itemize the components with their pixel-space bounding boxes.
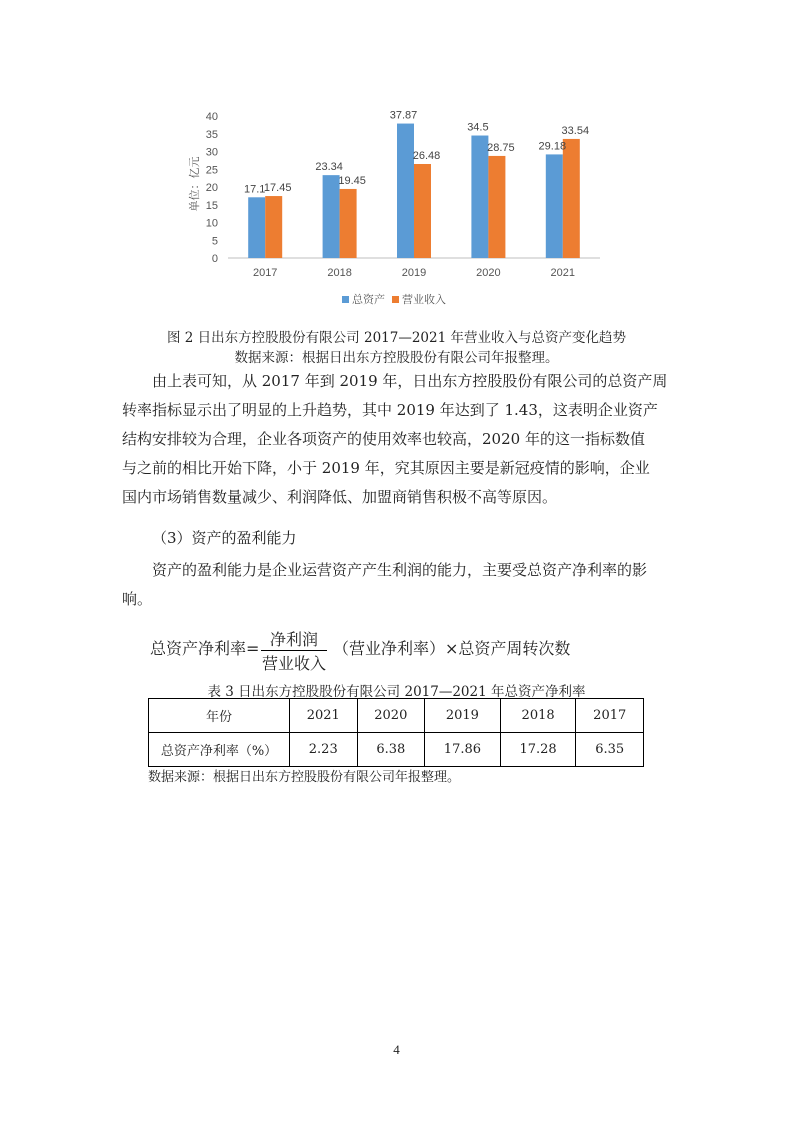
table-header-cell: 2019 [425,699,501,733]
table-cell: 17.28 [500,733,576,767]
y-tick-label: 10 [205,217,218,230]
paragraph-1 [122,367,670,512]
table-cell: 6.35 [576,733,644,767]
bar-chart [160,100,630,315]
y-tick-label: 20 [205,182,218,194]
y-tick-label: 0 [211,253,218,265]
y-tick-label: 5 [211,235,218,248]
bar-total-assets-2019 [397,124,414,258]
table-cell: 总资产净利率（%） [149,733,290,767]
data-label: 26.48 [412,149,441,162]
data-label: 29.18 [538,140,567,153]
table-cell: 6.38 [357,733,425,767]
data-label: 17.45 [263,182,292,195]
paragraph-line: 由上表可知，从 2017 年到 2019 年，日出东方控股股份有限公司的总资产周 [152,372,668,390]
bar-revenue-2017 [265,196,282,258]
x-tick-label: 2017 [252,267,278,279]
table-header-cell: 2017 [576,699,644,733]
paragraph-line: 结构安排较为合理，企业各项资产的使用效率也较高，2020 年的这一指标数值 [122,430,645,448]
paragraph-line: 国内市场销售数量减少、利润降低、加盟商销售积极不高等原因。 [122,488,558,506]
table-caption: 表 3 日出东方控股股份有限公司 2017—2021 年总资产净利率 [207,684,586,700]
bars [248,121,580,258]
formula-numerator: 净利润 [269,630,318,649]
y-tick-label: 25 [205,164,218,177]
y-tick-label: 40 [205,111,218,123]
data-label: 23.34 [315,161,343,174]
table-cell: 17.86 [425,733,501,767]
legend-label-revenue: 营业收入 [402,294,446,306]
bar-revenue-2018 [340,189,357,258]
paragraph-2 [122,556,670,614]
formula-denominator: 营业收入 [261,654,326,673]
paragraph-line: 响。 [122,590,153,608]
table-header-cell: 2020 [357,699,425,733]
legend-swatch-total-assets [342,296,349,303]
data-label: 17.1 [243,183,266,196]
data-label: 37.87 [389,109,418,122]
y-axis-ticks [206,111,218,265]
legend-label-total-assets: 总资产 [352,294,385,306]
legend [342,292,446,306]
data-label: 34.5 [467,121,489,134]
table-header-cell: 2021 [290,699,358,733]
y-tick-label: 30 [205,146,218,159]
y-tick-label: 15 [205,199,218,212]
x-tick-label: 2018 [327,267,352,279]
figure-source: 数据来源：根据日出东方控股股份有限公司年报整理。 [234,350,559,366]
data-label: 33.54 [561,124,590,137]
page-number: 4 [393,1042,400,1057]
table-header-cell: 2018 [500,699,576,733]
paragraph-line: 转率指标显示出了明显的上升趋势，其中 2019 年达到了 1.43，这表明企业资产 [122,401,658,419]
table-cell: 2.23 [290,733,358,767]
table-header-row [149,699,644,733]
x-tick-label: 2019 [401,267,427,279]
paragraph-line: 资产的盈利能力是企业运营资产产生利润的能力，主要受总资产净利率的影 [152,561,648,579]
bar-revenue-2020 [488,156,505,258]
figure-caption: 图 2 日出东方控股股份有限公司 2017—2021 年营业收入与总资产变化趋势 [167,330,626,346]
section-heading: （3）资产的盈利能力 [152,529,297,547]
legend-swatch-revenue [392,296,399,303]
data-label: 19.45 [338,174,366,187]
x-tick-label: 2021 [550,267,576,279]
table-source: 数据来源：根据日出东方控股股份有限公司年报整理。 [148,770,461,785]
paragraph-line: 与之前的相比开始下降，小于 2019 年，究其原因主要是新冠疫情的影响，企业 [122,459,650,477]
data-label: 28.75 [487,141,515,154]
bar-total-assets-2020 [471,136,488,258]
bar-revenue-2019 [414,164,431,258]
x-axis-ticks [253,267,575,279]
bar-total-assets-2017 [248,197,265,258]
bar-total-assets-2021 [546,154,563,258]
net-profit-rate-table [148,698,644,767]
bar-revenue-2021 [563,139,580,258]
formula-lhs: 总资产净利率= [150,639,260,658]
formula-rhs: （营业净利率）×总资产周转次数 [333,639,571,658]
y-tick-label: 35 [205,128,218,141]
bar-total-assets-2018 [323,175,340,258]
x-tick-label: 2020 [476,267,501,279]
y-axis-label: 单位：亿元 [189,156,201,212]
table-row [149,733,644,767]
table-header-cell: 年份 [149,699,290,733]
